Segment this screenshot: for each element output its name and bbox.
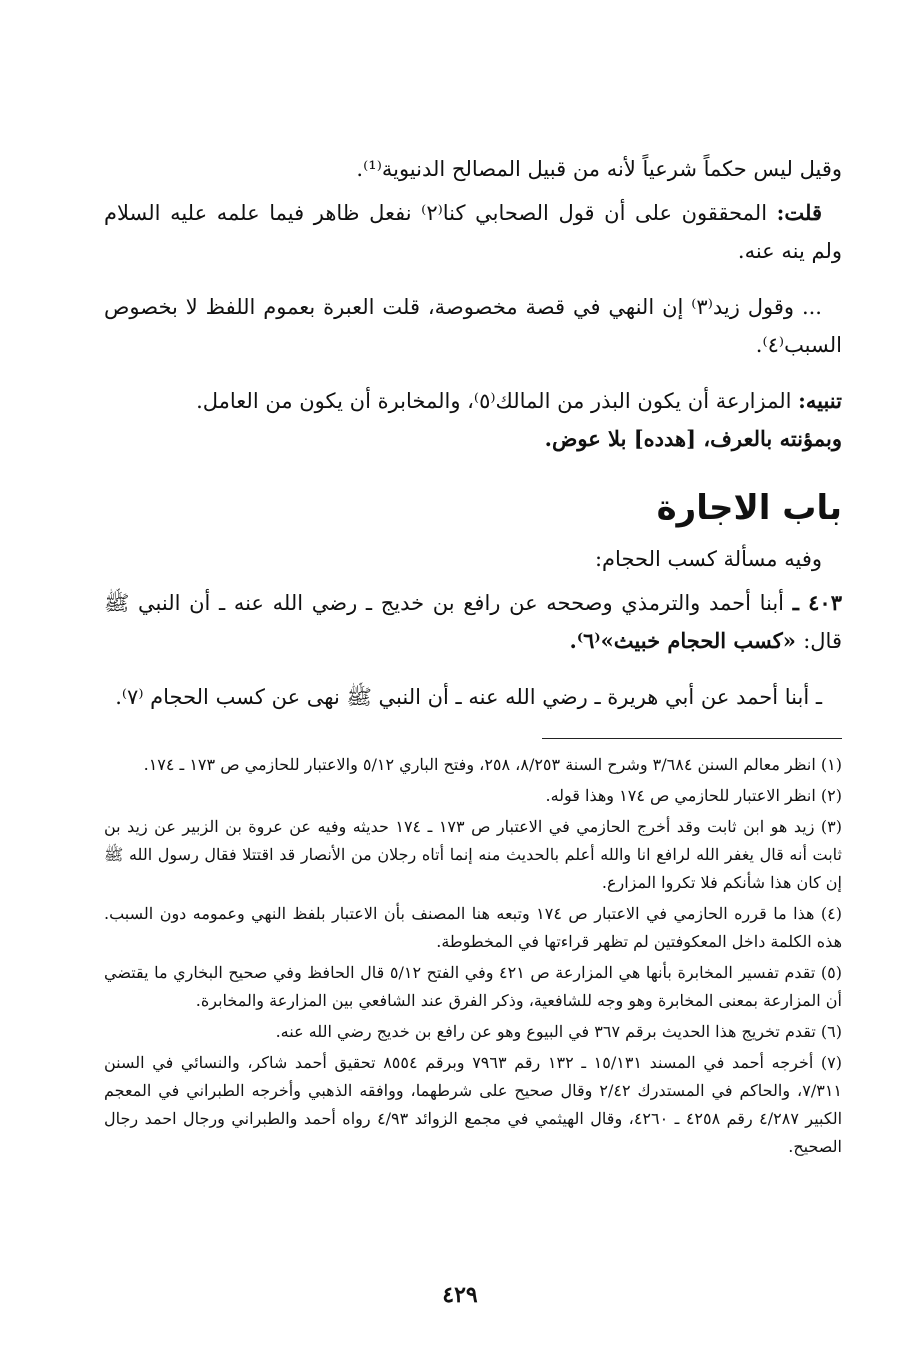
paragraph-3-text: ... وقول زيد⁽٣⁾ إن النهي في قصة مخصوصة، قلت العبرة بعموم اللفظ لا بخصوص السبب⁽٤⁾.: [104, 295, 842, 357]
paragraph-4-continuation: وبمؤنته بالعرف، [هدده] بلا عوض.: [544, 426, 842, 451]
footnotes: [104, 751, 842, 1161]
paragraph-5: [104, 540, 842, 578]
section-title: باب الاجارة: [656, 488, 842, 528]
paragraph-4: [104, 382, 842, 458]
hadith-404-text: ـ أبنا أحمد عن أبي هريرة ـ رضي الله عنه ـ أن النبي ﷺ نهى عن كسب الحجام ⁽٧⁾.: [115, 685, 822, 709]
hadith-404: [104, 678, 842, 716]
paragraph-2-lead: قلت:: [776, 200, 822, 225]
footnote-1: (١) انظر معالم السنن ٣/٦٨٤ وشرح السنة ٨/٢٥٣، ٢٥٨، وفتح الباري ٥/١٢ والاعتبار للحازمي ص ١٧٣ ـ ١٧٤.: [143, 755, 842, 774]
paragraph-2-text: المحققون على أن قول الصحابي كنا⁽٢⁾ نفعل ظاهر فيما علمه عليه السلام ولم ينه عنه.: [104, 201, 842, 263]
footnote-4: (٤) هذا ما قرره الحازمي في الاعتبار ص ١٧٤ وتبعه هنا المصنف بأن الاعتبار بلفظ النهي وعمومه دون السبب. هذه الكلمة داخل المعكوفتين لم تظهر قراءتها في المخطوطة.: [104, 904, 842, 951]
footnote-5: (٥) تقدم تفسير المخابرة بأنها هي المزارعة ص ٤٢١ وفي الفتح ٥/١٢ قال الحافظ وفي صحيح البخاري ما يقتضي أن المزارعة بمعنى المخابرة وهو وجه للشافعية، وذكر الفرق عند الشافعي بين المزارعة والمخابرة.: [104, 963, 842, 1010]
hadith-number: ٤٠٣ ـ: [792, 590, 842, 615]
paragraph-1: [104, 150, 842, 188]
paragraph-3: [104, 288, 842, 364]
footnote-divider: [542, 738, 842, 739]
footnote-2: (٢) انظر الاعتبار للحازمي ص ١٧٤ وهذا قوله.: [545, 786, 842, 805]
footnote-3: (٣) زيد هو ابن ثابت وقد أخرج الحازمي في الاعتبار ص ١٧٣ ـ ١٧٤ حديثه وفيه عن عروة بن الزبير عن زيد بن ثابت أنه قال يغفر الله لرافع انا والله أعلم بالحديث منه إنما أتاه رجلان من الأنصار قد اقتتلا فقال رسول الله ﷺ إن كان هذا شأنكم فلا تكروا المزارع.: [104, 817, 843, 892]
hadith-403-text: أبنا أحمد والترمذي وصححه عن رافع بن خديج ـ رضي الله عنه ـ أن النبي ﷺ قال:: [104, 591, 842, 653]
footnote-6: (٦) تقدم تخريج هذا الحديث برقم ٣٦٧ في البيوع وهو عن رافع بن خديج رضي الله عنه.: [275, 1022, 842, 1041]
paragraph-5-text: وفيه مسألة كسب الحجام:: [594, 547, 822, 571]
paragraph-1-text: وقيل ليس حكماً شرعياً لأنه من قبيل المصالح الدنيوية⁽¹⁾.: [356, 157, 842, 181]
hadith-403: [104, 584, 842, 660]
footnote-7: (٧) أخرجه أحمد في المسند ١٥/١٣١ ـ ١٣٢ رقم ٧٩٦٣ وبرقم ٨٥٥٤ تحقيق أحمد شاكر، والنسائي في السنن ٧/٣١١، والحاكم في المستدرك ٢/٤٢ وقال صحيح على شرطهما، ووافقه الذهبي وأخرجه الطبراني في المعجم الكبير ٤/٢٨٧ رقم ٤٢٥٨ ـ ٤٢٦٠، وقال الهيثمي في مجمع الزوائد ٤/٩٣ رواه أحمد والطبراني ورجال احمد رجال الصحيح.: [104, 1053, 843, 1156]
page-number: ٤٢٩: [442, 1282, 478, 1308]
paragraph-2: [104, 194, 842, 270]
hadith-403-quote: «كسب الحجام خبيث»⁽٦⁾.: [569, 628, 804, 653]
paragraph-4-lead: تنبيه:: [798, 388, 842, 413]
paragraph-4-text: المزارعة أن يكون البذر من المالك⁽٥⁾، والمخابرة أن يكون من العامل.: [196, 389, 799, 413]
